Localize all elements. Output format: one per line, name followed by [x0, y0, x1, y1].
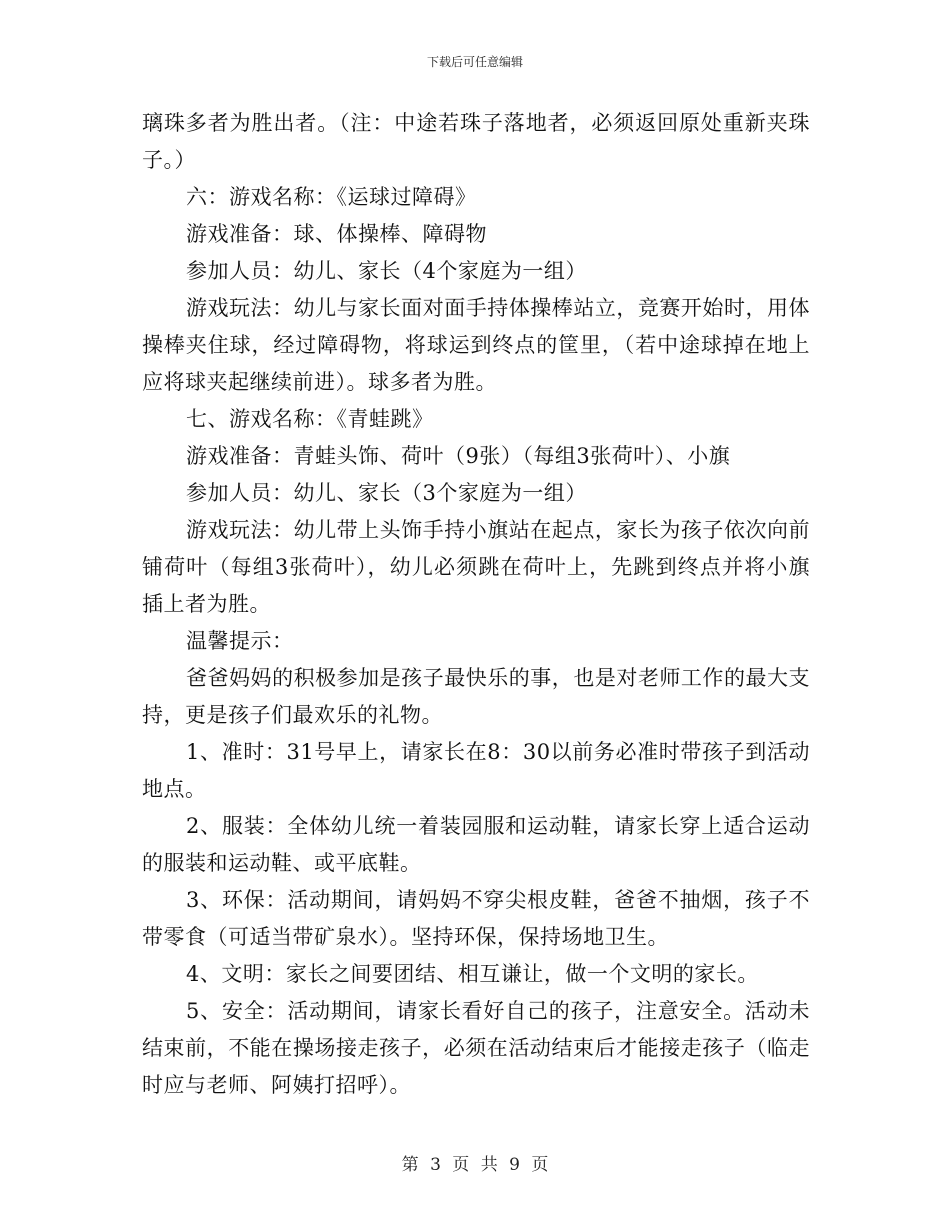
paragraph-5: 游戏玩法：幼儿与家长面对面手持体操棒站立，竞赛开始时，用体操棒夹住球，经过障碍物，将球运到终点的筐里，（若中途球掉在地上应将球夹起继续前进）。球多者为胜。 — [142, 296, 810, 394]
paragraph-4: 参加人员：幼儿、家长（4个家庭为一组） — [186, 259, 587, 283]
paragraph-14: 3、环保：活动期间，请妈妈不穿尖根皮鞋，爸爸不抽烟，孩子不带零食（可适当带矿泉水）。坚持环保，保持场地卫生。 — [142, 888, 810, 949]
paragraph-9: 游戏玩法：幼儿带上头饰手持小旗站在起点，家长为孩子依次向前铺荷叶（每组3张荷叶），幼儿必须跳在荷叶上，先跳到终点并将小旗插上者为胜。 — [142, 518, 810, 616]
paragraph-11: 爸爸妈妈的积极参加是孩子最快乐的事，也是对老师工作的最大支持，更是孩子们最欢乐的礼物。 — [142, 666, 810, 727]
paragraph-6: 七、游戏名称：《青蛙跳》 — [186, 407, 434, 431]
paragraph-12: 1、准时：31号早上，请家长在8：30以前务必准时带孩子到活动地点。 — [142, 740, 810, 801]
page-number-footer: 第 3 页 共 9 页 — [401, 1155, 549, 1175]
paragraph-3: 游戏准备：球、体操棒、障碍物 — [186, 222, 487, 246]
paragraph-16: 5、安全：活动期间，请家长看好自己的孩子，注意安全。活动未结束前，不能在操场接走孩子，必须在活动结束后才能接走孩子（临走时应与老师、阿姨打招呼）。 — [142, 999, 810, 1097]
paragraph-1: 璃珠多者为胜出者。（注：中途若珠子落地者，必须返回原处重新夹珠子。） — [142, 111, 810, 172]
paragraph-15: 4、文明：家长之间要团结、相互谦让，做一个文明的家长。 — [186, 962, 759, 986]
paragraph-10: 温馨提示： — [186, 629, 294, 653]
page-header-note: 下载后可任意编辑 — [426, 55, 523, 69]
paragraph-8: 参加人员：幼儿、家长（3个家庭为一组） — [186, 481, 587, 505]
document-body — [142, 105, 810, 1104]
paragraph-13: 2、服装：全体幼儿统一着装园服和运动鞋，请家长穿上适合运动的服装和运动鞋、或平底鞋。 — [142, 814, 810, 875]
paragraph-2: 六：游戏名称：《运球过障碍》 — [186, 185, 477, 209]
paragraph-7: 游戏准备：青蛙头饰、荷叶（9张）（每组3张荷叶）、小旗 — [186, 444, 731, 468]
